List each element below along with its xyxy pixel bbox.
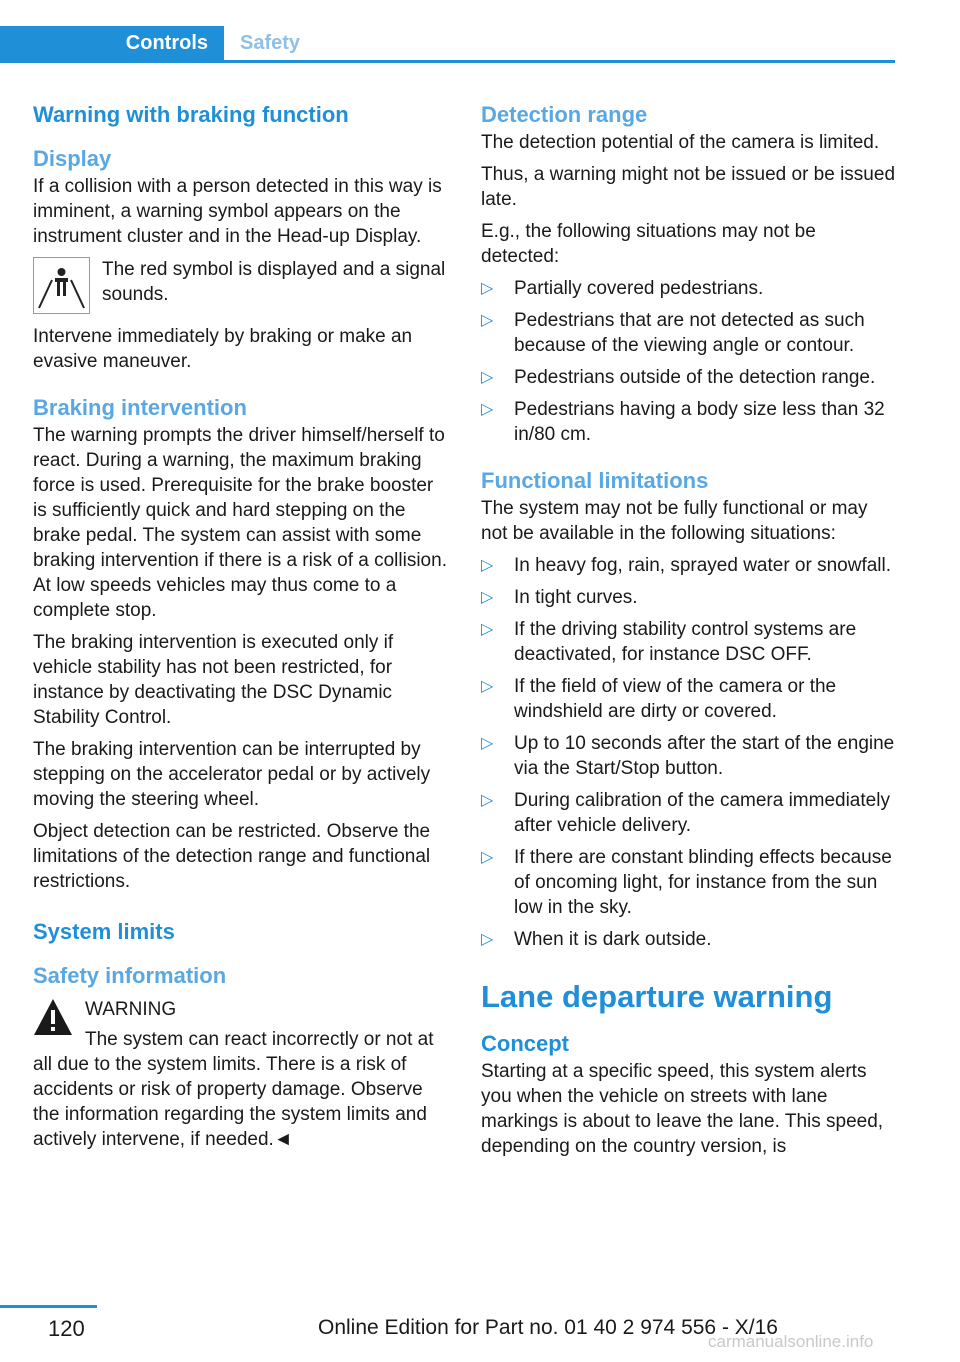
list-item: ▷ Partially covered pedestrians. <box>481 278 764 299</box>
list-item: ▷ If there are constant blinding effects because of oncoming light, for instance from the sun low in the sky. <box>481 847 892 918</box>
heading-functional-limitations: Functional limitations <box>481 468 709 493</box>
heading-braking-intervention: Braking intervention <box>33 395 247 420</box>
warning-text: The system can react incorrectly or not at all due to the system limits. There is a risk of accidents or risk of property damage. Observe the information regarding the system limits and actively intervene, if needed.◄ <box>33 1029 434 1150</box>
heading-detection-range: Detection range <box>481 102 648 127</box>
heading-safety-information: Safety information <box>33 963 227 988</box>
bullet-triangle-icon: ▷ <box>481 557 494 574</box>
braking-text-2: The braking intervention is executed only if vehicle stability has not been restricted, for instance by deactivating the DSC Dynamic Stability Control. <box>33 632 394 728</box>
detection-text-2: Thus, a warning might not be issued or be issued late. <box>481 164 896 210</box>
left-column <box>33 100 448 1159</box>
page-number: 120 <box>48 1316 85 1341</box>
intervene-text: Intervene immediately by braking or make an evasive maneuver. <box>33 326 413 372</box>
list-item: ▷ Pedestrians having a body size less than 32 in/80 cm. <box>481 399 885 445</box>
bullet-triangle-icon: ▷ <box>481 589 494 606</box>
list-item: ▷ When it is dark outside. <box>481 929 712 950</box>
tab-safety[interactable]: Safety <box>240 32 301 54</box>
list-item: ▷ If the field of view of the camera or the windshield are dirty or covered. <box>481 676 837 722</box>
heading-warning-braking: Warning with braking function <box>33 102 349 127</box>
bullet-triangle-icon: ▷ <box>481 792 494 809</box>
online-edition-text: Online Edition for Part no. 01 40 2 974 556 - X/16 <box>318 1316 778 1339</box>
footer-rule <box>0 1305 97 1308</box>
braking-text-1: The warning prompts the driver himself/herself to react. During a warning, the maximum braking force is used. Prerequisite for the brake booster is sufficiently quick and hard stepping on the brake pedal. The system can assist with some braking intervention if there is a risk of a collision. At low speeds vehicles may thus come to a complete stop. <box>33 425 447 621</box>
list-item: ▷ Up to 10 seconds after the start of the engine via the Start/Stop button. <box>481 733 895 779</box>
pedestrian-warning-icon <box>33 257 90 314</box>
tab-controls[interactable]: Controls <box>0 26 224 60</box>
list-item: ▷ Pedestrians outside of the detection range. <box>481 367 876 388</box>
heading-lane-departure-warning: Lane departure warning <box>481 979 833 1014</box>
list-item: ▷ In heavy fog, rain, sprayed water or snowfall. <box>481 555 892 576</box>
concept-text: Starting at a specific speed, this system alerts you when the vehicle on streets with lane markings is about to leave the lane. This speed, depending on the country version, is <box>481 1061 884 1157</box>
list-item: ▷ If the driving stability control systems are deactivated, for instance DSC OFF. <box>481 619 857 665</box>
detection-text-1: The detection potential of the camera is limited. <box>481 132 880 153</box>
heading-concept: Concept <box>481 1031 569 1056</box>
bullet-triangle-icon: ▷ <box>481 849 494 866</box>
symbol-text: The red symbol is displayed and a signal sounds. <box>102 259 446 305</box>
list-item: ▷ During calibration of the camera immediately after vehicle delivery. <box>481 790 890 836</box>
watermark: carmanualsonline.info <box>708 1332 874 1351</box>
functional-list <box>481 553 896 952</box>
symbol-row <box>33 257 448 314</box>
bullet-triangle-icon: ▷ <box>481 280 494 297</box>
list-item: ▷ In tight curves. <box>481 587 638 608</box>
header-tabs <box>0 26 895 63</box>
display-text: If a collision with a person detected in this way is imminent, a warning symbol appears on the instrument cluster and in the Head-up Display. <box>33 176 442 247</box>
bullet-triangle-icon: ▷ <box>481 931 494 948</box>
bullet-triangle-icon: ▷ <box>481 735 494 752</box>
detection-text-3: E.g., the following situations may not be detected: <box>481 221 816 267</box>
bullet-triangle-icon: ▷ <box>481 621 494 638</box>
right-column <box>481 100 896 1166</box>
warning-triangle-icon <box>33 997 73 1037</box>
bullet-triangle-icon: ▷ <box>481 401 494 418</box>
bullet-triangle-icon: ▷ <box>481 678 494 695</box>
heading-display: Display <box>33 146 112 171</box>
braking-text-4: Object detection can be restricted. Observe the limitations of the detection range and functional restrictions. <box>33 821 431 892</box>
list-item: ▷ Pedestrians that are not detected as such because of the viewing angle or contour. <box>481 310 865 356</box>
braking-text-3: The braking intervention can be interrupted by stepping on the accelerator pedal or by actively moving the steering wheel. <box>33 739 431 810</box>
bullet-triangle-icon: ▷ <box>481 312 494 329</box>
bullet-triangle-icon: ▷ <box>481 369 494 386</box>
functional-text: The system may not be fully functional or may not be available in the following situations: <box>481 498 868 544</box>
warning-label: WARNING <box>85 999 177 1020</box>
heading-system-limits: System limits <box>33 919 175 944</box>
detection-list <box>481 276 896 447</box>
